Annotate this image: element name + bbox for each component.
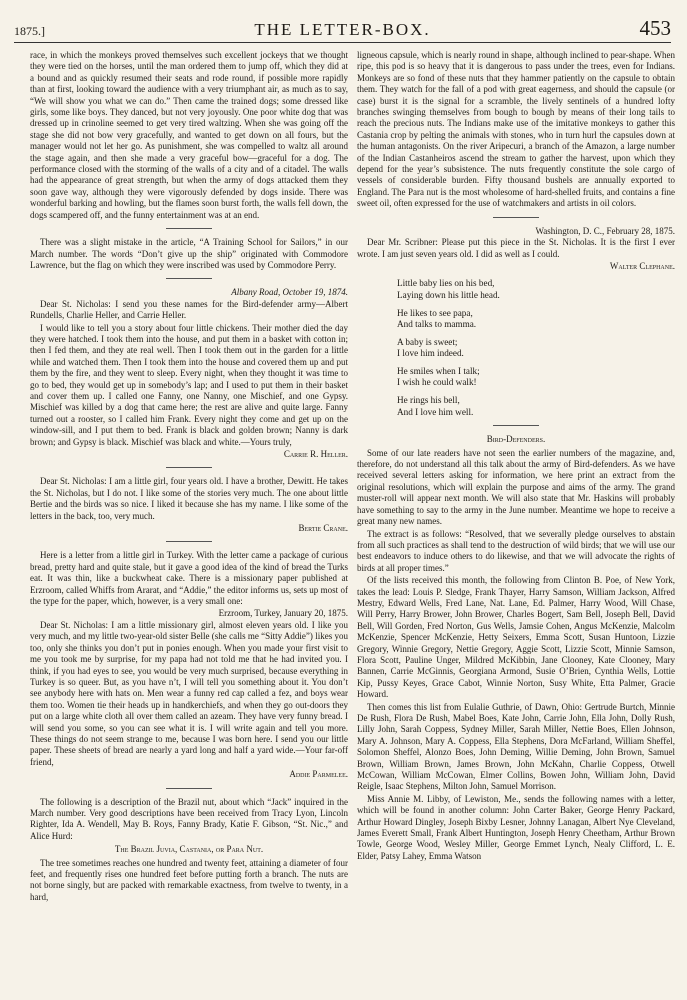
poem-stanza [397, 308, 675, 331]
letter-dateline: Washington, D. C., February 28, 1875. [535, 225, 675, 236]
poem-stanza [397, 278, 675, 301]
poem-line: A baby is sweet; [397, 336, 458, 347]
poem-line: He rings his bell, [397, 395, 460, 406]
poem-line: I wish he could walk! [397, 377, 477, 388]
letter-signature: Carrie R. Heller. [283, 449, 348, 459]
letter-body: I would like to tell you a story about four little chickens. Their mother died the day they were hatched. I took them into the house, and put them in a basket with cotton in; then I fed them, and they ate real well. Then I took them out in the garden for a little while and watched them. Then I took them into the house and covered them up and put them by the fire, and they went to sleep. Every night, when they thought it was time to go to bed, they would get up in somebody’s lap; and I used to put them in their basket and cover them up. I called one Fanny, one Nanny, one Mischief, and one Gypsy. Mischief was killed by a dog that came here; the rest are alive and quite large. Fanny turned out a rooster, so I called him Frank. Every night they come and get up on the window-sill, and I put them to bed. Frank is black and golden brown; Nanny is dark brown; and Gypsy is black. Mischief was black and white.—Yours truly, [30, 322, 348, 447]
poem-line: He likes to see papa, [397, 307, 473, 318]
editor-note: Here is a letter from a little girl in Turkey. With the letter came a package of curious bread, pretty hard and quite stale, but it gave a good idea of the kind of bread the Turks eat. It was thin, like a buckwheat cake. There is a missionary paper published at Erzroom, called Whiffs from Ararat, and “Addie,” the editor informs us, sets up most of the type for the paper, which, however, is a very small one: [30, 550, 348, 607]
subsection-heading: Bird-Defenders. [486, 434, 546, 445]
poem-line: He smiles when I talk; [397, 365, 480, 376]
editor-note: The following is a description of the Brazil nut, about which “Jack” inquired in the March number. Very good descriptions have been received from Tracy Lyon, Lincoln Righter, Ida A. Wendell, May B. Roys, Fanny Brady, Katie F. Gibson, “St. Nic.,” and Alice Hurd: [30, 796, 348, 841]
names-list: Miss Annie M. Libby, of Lewiston, Me., sends the following names with a letter, which will be found in another column: John Carter Baker, George Henry Packard, Arthur Howard Dingley, Joseph Bixby Lesner, Johnny Lanagan, Albert Nye Cleveland, James Everett Small, Frank Albert Huntington, Joseph Henry Cheetham, Arthur Brown Towle, George Wood, Wesley Miller, George Emmet Lynch, Nealy Clifford, L. E. Elder, Patsy Lahey, Emma Watson [357, 793, 675, 861]
poem-stanza [397, 366, 675, 389]
monkey-circus-paragraph: race, in which the monkeys proved themselves such excellent jockeys that we thought they were tied on the horses, until the man ordered them to jump off, which they did at a bound and as quickly resumed their seats and rode round, if possible more rapidly than at first, looking toward the audience with a very triumphant air, as much as to say, “We will show you what we can do.” Then came the trained dogs; some dressed like girls, some like boys. They danced, but not very joyously. One poor white dog that was dressed up in crinoline seemed to get very tired waltzing. When she was going off the stage she did not bow very gracefully, and wanted to get down on all fours, but the manager would not let her go. As punishment, she was compelled to waltz all around the stage again, and then she made a very graceful bow—graceful for a dog. The performance closed with the storming of the walls of a city and of a citadel. The walls had the appearance of great strength, but when the army of dogs attacked them they soon gave way, although they were vigorously defended by dogs inside. There was wonderful barking and howling, but the flames soon burst forth, the walls fell down, the dogs scampered off, and the funny entertainment was at an end. [30, 50, 348, 220]
letter-dateline: Erzroom, Turkey, January 20, 1875. [218, 608, 348, 619]
poem [397, 278, 675, 418]
separator [166, 541, 212, 542]
subsection-heading: The Brazil Juvia, Castania, or Para Nut. [114, 844, 264, 855]
letter-signature: Addie Parmelee. [289, 769, 348, 780]
letter-dateline: Albany Road, October 19, 1874. [231, 287, 348, 298]
letter-body: Dear Mr. Scribner: Please put this piece in the St. Nicholas. It is the first I ever wrote. I am just seven years old. I did as well as I could. [357, 237, 675, 259]
poem-stanza [397, 395, 675, 418]
names-list: Of the lists received this month, the following from Clinton B. Poe, of New York, takes the lead: Louis P. Sledge, Frank Thayer, Harry Samson, William Jackson, Alfred Mestry, Edward Wells, Fred Lane, Nat. Lane, Ed. Palmer, Harry Wood, Will Chase, Will Perry, Harry Brower, John Brower, Charles Bogert, Sam Bell, Joseph Bell, David Bell, Will Gorden, Fred Norton, Gus Wells, Jamsie Cohen, Angus McKenzie, Malcolm McKenzie, Spencer McKenzie, Hetty Seixers, Emma Scott, Susan Huntoon, Lizzie Gregory, Winnie Gregory, Nettie Gregory, Aggie Scott, Lizzie Scott, Minnie Samson, Flora Scott, Pauline Unger, Mildred McKibbin, Jane Clooney, Kate Clooney, Mary Bannen, Carrie McGinnis, Georgiana Armond, Susie O’Brien, Cynthia Wells, Lottie Kip, Pussy Keyes, Grace Cabot, Winnie Norton, Susy White, Etta Palmer, Gracie Howard. [357, 575, 675, 700]
page-number: 453 [639, 16, 671, 40]
separator [493, 217, 539, 218]
volume-year: 1875.] [14, 24, 45, 38]
separator [493, 425, 539, 426]
letter-signature: Walter Clephane. [609, 260, 675, 271]
poem-line: Laying down his little head. [397, 289, 500, 300]
separator [166, 467, 212, 468]
article-paragraph: Some of our late readers have not seen the earlier numbers of the magazine, and, therefore, do not understand all this talk about the army of Bird-defenders. As we have received several letters asking for information, we here print an extract from the original resolutions, which will explain the purpose and aims of the army. The grand muster-roll will appear next month. We will also state that Mr. Haskins will probably have something to say to the army in the June number. Meantime we hope to receive a great many new names. [357, 447, 675, 527]
poem-line: Little baby lies on his bed, [397, 278, 495, 289]
letter-signature: Bertie Crane. [298, 523, 348, 534]
header-rule [14, 42, 671, 43]
names-list: Then comes this list from Eulalie Guthrie, of Dawn, Ohio: Gertrude Burtch, Minnie De Rush, Flora De Rush, Mabel Boes, Kate John, Carrie John, Ella John, Dolly Rush, Lilly John, Sarah Coppess, Sydney Miller, Sarah Miller, Nettie Boes, Ellen Johnson, Mary A. Johnson, Mary A. Coppess, Ella Stephens, Dora McFarland, William Sheffel, Solomon Sheffel, Alonzo Boes, John Deming, Willie Deming, John Brown, Samuel Brown, William Brown, James Brown, John McKahn, Charlie Coppess, Otwell McCowan, William McCowan, Elmer Collins, Bowen John, William John, David Reigle, Isaac Stephens, Milton John, Samuel Morrison. [357, 701, 675, 792]
letter-body: Dear St. Nicholas: I am a little missionary girl, almost eleven years old. I like you very much, and my little two-year-old sister Belle (she calls me “Sitty Addie”) likes you too, only she thinks you don’t put in ponies enough. When you made your first visit to me you took me by surprise, for my papa had not told me that he had invited you. I think, if you had eyes to see, you would be very much surprised, because everything in Turkey is so queer. But, as you have n’t, I will tell you something about it. You don’t see anybody here with hats on. Men wear a funny red cap called a fez, and boys wear them too. Women tie their heads up in handkerchiefs, and when they go out-doors they put on a large white cloth all over them called an azeam. They have very funny bread. I will send you some, so you can see what it is. I will write again and tell you more. These things do not seem strange to me, because I was born here. I send you our little paper. These sheets of bread are nearly a yard long and half a yard wide.—Your far-off friend, [30, 619, 348, 767]
article-paragraph: The extract is as follows: “Resolved, that we severally pledge ourselves to abstain from all such practices as shall tend to the destruction of wild birds; that we will use our best endeavors to induce others to do likewise, and that we will advocate the rights of birds at all proper times.” [357, 528, 675, 573]
letter-body: Dear St. Nicholas: I am a little girl, four years old. I have a brother, Dewitt. He takes the St. Nicholas, but I do not. I like some of the stories very much. The one about little Bertie and the birds was so nice. I liked it because she has my name. I like some of the letters in the back, too, very much. [30, 476, 348, 521]
separator [166, 228, 212, 229]
right-column [357, 50, 675, 863]
section-title: THE LETTER-BOX. [254, 20, 431, 39]
letter-body: Dear St. Nicholas: I send you these names for the Bird-defender army—Albert Rundells, Charlie Heller, and Carrie Heller. [30, 298, 348, 321]
article-paragraph: The tree sometimes reaches one hundred and twenty feet, attaining a diameter of four feet, and frequently rises one hundred feet before putting forth a branch. The nuts are not borne singly, but are packed with remarkable exactness, from twelve to twenty, in a hard, [30, 857, 348, 902]
separator [166, 788, 212, 789]
poem-line: And talks to mamma. [397, 319, 477, 330]
poem-line: And I love him well. [397, 406, 474, 417]
training-school-note: There was a slight mistake in the article, “A Training School for Sailors,” in our March number. The words “Don’t give up the ship” originated with Commodore Lawrence, but the flag on which they were inscribed was used by Commodore Perry. [30, 237, 348, 270]
poem-stanza [397, 337, 675, 360]
running-header [14, 14, 671, 44]
left-column [30, 50, 348, 904]
article-paragraph: ligneous capsule, which is nearly round in shape, although inclined to pear-shape. When ripe, this pod is so heavy that it is dangerous to pass under the trees, even for Indians. Monkeys are so fond of these nuts that they hammer patiently on the capsule to obtain them. They watch for the fall of a pod with great eagerness, and should the capsule (or case) burst it is the signal for a scramble, the lively sentinels of a hundred lofty branches swinging themselves from bough to bough by means of their long tails to reach the precious nuts. The Indians make use of the imitative monkeys to gather this Castania crop by pelting the animals with stones, who in turn hurl the capsules down at the human antagonists. On the river Aripecuri, a branch of the Amazon, a large number of the Indian Castanheiros ascend the stream to gather the harvest, upon which they depend for the year’s subsistence. The nuts frequently constitute the sole cargo of vessels of considerable burden. Fifty thousand bushels are annually exported to England. The Para nut is the most wholesome of hard-shelled fruits, and contains a fine sweet oil, often expressed for the use of watchmakers and artists in oil colors. [357, 50, 675, 209]
separator [166, 278, 212, 279]
poem-line: I love him indeed. [397, 348, 464, 359]
